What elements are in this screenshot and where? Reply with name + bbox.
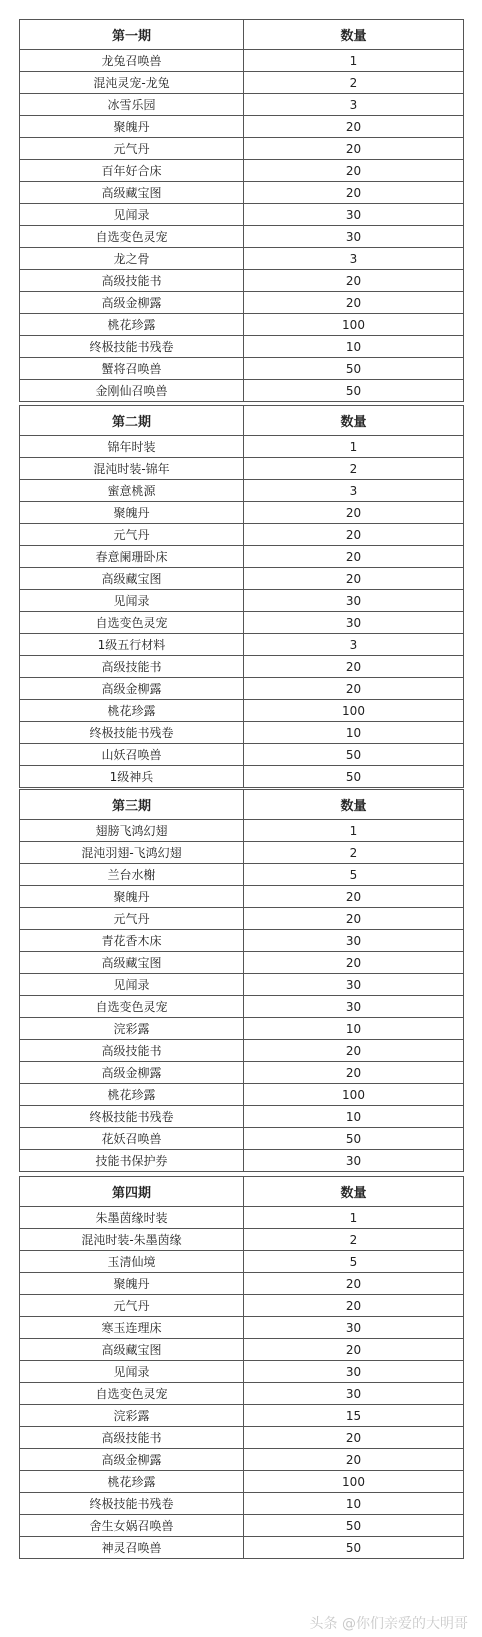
table-row: [20, 1515, 464, 1537]
item-quantity: 20: [244, 656, 464, 678]
item-name: 高级金柳露: [20, 1449, 244, 1471]
item-name: 聚魄丹: [20, 1273, 244, 1295]
item-quantity: 20: [244, 160, 464, 182]
item-quantity: 30: [244, 930, 464, 952]
table-row: [20, 524, 464, 546]
period-table-1: [19, 19, 464, 402]
table-header-row: [20, 790, 464, 820]
table-row: [20, 336, 464, 358]
period-title: 第二期: [20, 406, 244, 436]
item-quantity: 10: [244, 722, 464, 744]
table-row: [20, 722, 464, 744]
table-row: [20, 380, 464, 402]
item-name: 高级藏宝图: [20, 1339, 244, 1361]
table-row: [20, 1229, 464, 1251]
table-row: [20, 1106, 464, 1128]
item-quantity: 50: [244, 1128, 464, 1150]
item-quantity: 50: [244, 766, 464, 788]
table-row: [20, 116, 464, 138]
table-row: [20, 1317, 464, 1339]
table-row: [20, 292, 464, 314]
table-row: [20, 1361, 464, 1383]
item-name: 终极技能书残卷: [20, 336, 244, 358]
table-row: [20, 436, 464, 458]
table-row: [20, 590, 464, 612]
item-name: 桃花珍露: [20, 1471, 244, 1493]
item-name: 聚魄丹: [20, 886, 244, 908]
item-name: 百年好合床: [20, 160, 244, 182]
item-quantity: 1: [244, 820, 464, 842]
item-name: 高级技能书: [20, 270, 244, 292]
table-row: [20, 930, 464, 952]
item-name: 自选变色灵宠: [20, 1383, 244, 1405]
item-quantity: 20: [244, 546, 464, 568]
item-name: 1级神兵: [20, 766, 244, 788]
item-quantity: 30: [244, 1361, 464, 1383]
table-row: [20, 996, 464, 1018]
table-row: [20, 546, 464, 568]
item-quantity: 50: [244, 1537, 464, 1559]
item-quantity: 30: [244, 612, 464, 634]
table-header-row: [20, 406, 464, 436]
item-quantity: 20: [244, 116, 464, 138]
item-quantity: 1: [244, 1207, 464, 1229]
table-row: [20, 1062, 464, 1084]
item-name: 蟹将召唤兽: [20, 358, 244, 380]
item-name: 高级金柳露: [20, 678, 244, 700]
item-name: 混沌时装-锦年: [20, 458, 244, 480]
item-name: 自选变色灵宠: [20, 996, 244, 1018]
item-quantity: 1: [244, 50, 464, 72]
table-row: [20, 612, 464, 634]
item-quantity: 20: [244, 1449, 464, 1471]
item-quantity: 20: [244, 524, 464, 546]
item-quantity: 100: [244, 1084, 464, 1106]
period-table-2: [19, 405, 464, 788]
watermark: 头条 @你们亲爱的大明哥: [309, 1616, 468, 1632]
item-name: 元气丹: [20, 524, 244, 546]
item-name: 蜜意桃源: [20, 480, 244, 502]
item-name: 兰台水榭: [20, 864, 244, 886]
item-quantity: 30: [244, 1150, 464, 1172]
table-row: [20, 1128, 464, 1150]
item-quantity: 20: [244, 568, 464, 590]
item-name: 高级技能书: [20, 1427, 244, 1449]
item-name: 龙之骨: [20, 248, 244, 270]
item-quantity: 50: [244, 380, 464, 402]
item-quantity: 2: [244, 458, 464, 480]
item-quantity: 30: [244, 204, 464, 226]
period-table-3: [19, 789, 464, 1172]
item-quantity: 10: [244, 1106, 464, 1128]
item-name: 混沌时装-朱墨茵缘: [20, 1229, 244, 1251]
item-quantity: 30: [244, 226, 464, 248]
table-row: [20, 1018, 464, 1040]
table-row: [20, 358, 464, 380]
table-row: [20, 502, 464, 524]
table-row: [20, 1040, 464, 1062]
item-quantity: 10: [244, 1493, 464, 1515]
item-quantity: 20: [244, 1427, 464, 1449]
table-row: [20, 1251, 464, 1273]
item-quantity: 100: [244, 700, 464, 722]
item-name: 高级藏宝图: [20, 568, 244, 590]
table-row: [20, 1427, 464, 1449]
table-row: [20, 204, 464, 226]
table-row: [20, 842, 464, 864]
item-quantity: 5: [244, 864, 464, 886]
item-name: 青花香木床: [20, 930, 244, 952]
table-row: [20, 700, 464, 722]
item-name: 终极技能书残卷: [20, 722, 244, 744]
item-quantity: 30: [244, 996, 464, 1018]
table-row: [20, 820, 464, 842]
item-name: 高级技能书: [20, 656, 244, 678]
item-name: 山妖召唤兽: [20, 744, 244, 766]
item-quantity: 100: [244, 1471, 464, 1493]
item-name: 桃花珍露: [20, 314, 244, 336]
item-name: 1级五行材料: [20, 634, 244, 656]
item-name: 桃花珍露: [20, 700, 244, 722]
item-name: 花妖召唤兽: [20, 1128, 244, 1150]
table-row: [20, 1084, 464, 1106]
item-quantity: 15: [244, 1405, 464, 1427]
quantity-header: 数量: [244, 1177, 464, 1207]
item-name: 高级金柳露: [20, 292, 244, 314]
table-row: [20, 1493, 464, 1515]
table-row: [20, 744, 464, 766]
item-quantity: 3: [244, 94, 464, 116]
item-name: 玉清仙境: [20, 1251, 244, 1273]
item-quantity: 5: [244, 1251, 464, 1273]
item-quantity: 20: [244, 1040, 464, 1062]
table-row: [20, 1471, 464, 1493]
item-name: 见闻录: [20, 204, 244, 226]
table-row: [20, 1383, 464, 1405]
item-name: 寒玉连理床: [20, 1317, 244, 1339]
item-quantity: 20: [244, 1295, 464, 1317]
table-row: [20, 568, 464, 590]
item-name: 元气丹: [20, 138, 244, 160]
table-row: [20, 226, 464, 248]
item-name: 见闻录: [20, 974, 244, 996]
table-row: [20, 656, 464, 678]
item-name: 浣彩露: [20, 1405, 244, 1427]
item-name: 龙兔召唤兽: [20, 50, 244, 72]
item-name: 终极技能书残卷: [20, 1493, 244, 1515]
item-name: 高级藏宝图: [20, 952, 244, 974]
item-name: 元气丹: [20, 908, 244, 930]
table-row: [20, 766, 464, 788]
period-table-4: [19, 1176, 464, 1559]
table-row: [20, 974, 464, 996]
item-name: 高级金柳露: [20, 1062, 244, 1084]
item-quantity: 20: [244, 908, 464, 930]
item-quantity: 20: [244, 886, 464, 908]
item-name: 锦年时装: [20, 436, 244, 458]
item-quantity: 20: [244, 1339, 464, 1361]
quantity-header: 数量: [244, 790, 464, 820]
item-quantity: 20: [244, 138, 464, 160]
item-quantity: 20: [244, 182, 464, 204]
item-quantity: 30: [244, 1317, 464, 1339]
item-name: 朱墨茵缘时装: [20, 1207, 244, 1229]
quantity-header: 数量: [244, 20, 464, 50]
item-name: 翅膀飞鸿幻翅: [20, 820, 244, 842]
table-row: [20, 160, 464, 182]
item-name: 聚魄丹: [20, 116, 244, 138]
item-quantity: 2: [244, 842, 464, 864]
item-name: 春意阑珊卧床: [20, 546, 244, 568]
table-row: [20, 50, 464, 72]
item-name: 自选变色灵宠: [20, 612, 244, 634]
item-quantity: 20: [244, 952, 464, 974]
table-row: [20, 72, 464, 94]
table-row: [20, 138, 464, 160]
item-quantity: 2: [244, 1229, 464, 1251]
item-name: 金刚仙召唤兽: [20, 380, 244, 402]
item-name: 舍生女娲召唤兽: [20, 1515, 244, 1537]
item-quantity: 20: [244, 270, 464, 292]
item-quantity: 10: [244, 1018, 464, 1040]
item-quantity: 20: [244, 1062, 464, 1084]
item-quantity: 2: [244, 72, 464, 94]
item-name: 神灵召唤兽: [20, 1537, 244, 1559]
item-name: 高级藏宝图: [20, 182, 244, 204]
item-quantity: 30: [244, 974, 464, 996]
table-row: [20, 1405, 464, 1427]
item-quantity: 3: [244, 248, 464, 270]
item-name: 桃花珍露: [20, 1084, 244, 1106]
item-quantity: 50: [244, 744, 464, 766]
table-row: [20, 248, 464, 270]
item-quantity: 20: [244, 678, 464, 700]
item-name: 聚魄丹: [20, 502, 244, 524]
item-quantity: 20: [244, 292, 464, 314]
table-row: [20, 458, 464, 480]
item-quantity: 20: [244, 1273, 464, 1295]
item-name: 见闻录: [20, 1361, 244, 1383]
table-row: [20, 270, 464, 292]
table-row: [20, 864, 464, 886]
item-name: 技能书保护券: [20, 1150, 244, 1172]
table-row: [20, 1273, 464, 1295]
table-row: [20, 94, 464, 116]
table-row: [20, 1295, 464, 1317]
table-row: [20, 952, 464, 974]
table-row: [20, 1150, 464, 1172]
table-row: [20, 1449, 464, 1471]
table-header-row: [20, 1177, 464, 1207]
item-name: 终极技能书残卷: [20, 1106, 244, 1128]
period-title: 第四期: [20, 1177, 244, 1207]
item-name: 高级技能书: [20, 1040, 244, 1062]
item-name: 浣彩露: [20, 1018, 244, 1040]
table-row: [20, 314, 464, 336]
item-name: 元气丹: [20, 1295, 244, 1317]
period-title: 第一期: [20, 20, 244, 50]
table-row: [20, 1339, 464, 1361]
table-row: [20, 678, 464, 700]
item-quantity: 50: [244, 1515, 464, 1537]
table-row: [20, 1207, 464, 1229]
item-quantity: 30: [244, 590, 464, 612]
item-quantity: 50: [244, 358, 464, 380]
table-header-row: [20, 20, 464, 50]
item-name: 冰雪乐园: [20, 94, 244, 116]
item-name: 混沌灵宠-龙兔: [20, 72, 244, 94]
table-row: [20, 1537, 464, 1559]
item-quantity: 100: [244, 314, 464, 336]
table-row: [20, 634, 464, 656]
table-row: [20, 480, 464, 502]
item-quantity: 30: [244, 1383, 464, 1405]
item-name: 自选变色灵宠: [20, 226, 244, 248]
quantity-header: 数量: [244, 406, 464, 436]
table-row: [20, 886, 464, 908]
item-quantity: 3: [244, 480, 464, 502]
item-quantity: 20: [244, 502, 464, 524]
table-row: [20, 908, 464, 930]
item-quantity: 1: [244, 436, 464, 458]
item-quantity: 10: [244, 336, 464, 358]
item-quantity: 3: [244, 634, 464, 656]
item-name: 混沌羽翅-飞鸿幻翅: [20, 842, 244, 864]
table-row: [20, 182, 464, 204]
item-name: 见闻录: [20, 590, 244, 612]
period-title: 第三期: [20, 790, 244, 820]
